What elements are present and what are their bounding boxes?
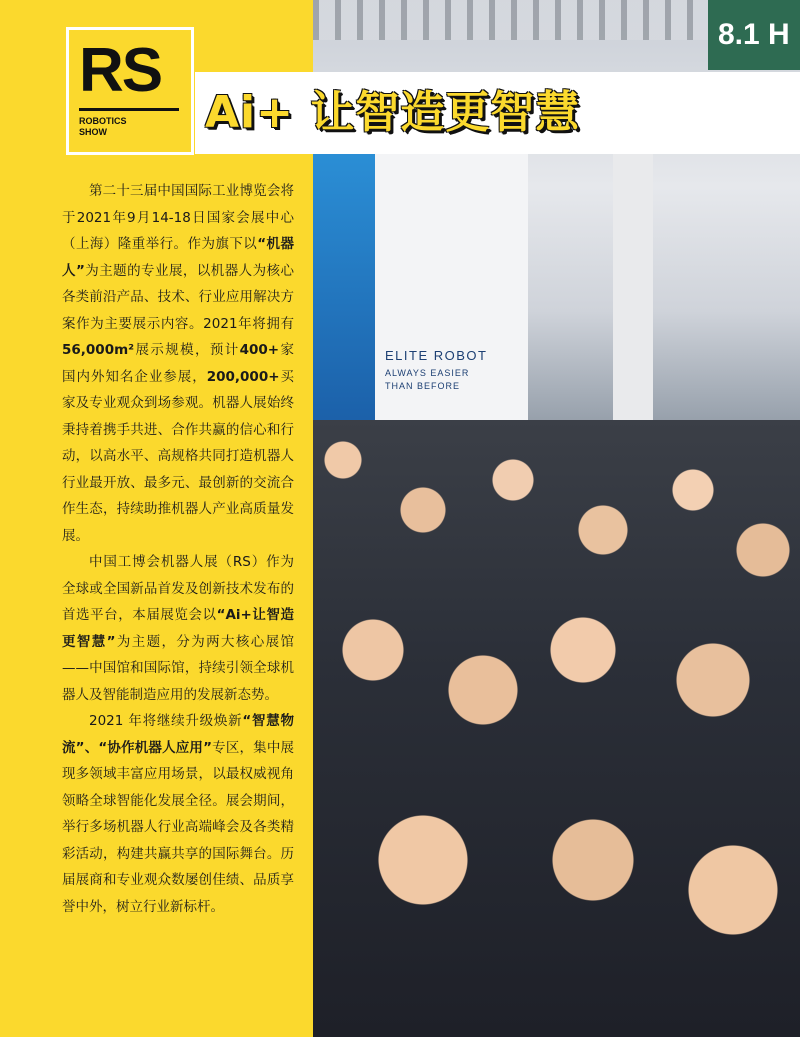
crowd-scene bbox=[313, 420, 800, 1037]
booth-tagline-1: ALWAYS EASIER bbox=[385, 368, 470, 378]
p1-bold-robot: “机器人” bbox=[62, 236, 294, 279]
p3-bold-zones: “智慧物流”、“协作机器人应用” bbox=[62, 713, 294, 756]
logo-subtitle bbox=[79, 116, 127, 138]
article-body bbox=[62, 178, 294, 920]
p2-bold-theme: “Ai+让智造更智慧” bbox=[62, 607, 294, 650]
article-paragraph-3 bbox=[62, 708, 294, 920]
p1-text-a: 第二十三届中国国际工业博览会将于2021年9月14-18日国家会展中心（上海）隆重举行。作为旗下以 bbox=[62, 183, 294, 252]
p1-bold-area: 56,000m² bbox=[62, 342, 135, 358]
booth-tagline-2: THAN BEFORE bbox=[385, 381, 461, 391]
p3-text-a: 2021 年将继续升级焕新 bbox=[89, 713, 243, 729]
p3-text-c: 专区，集中展现多领域丰富应用场景，以最权威视角领略全球智能化发展全径。展会期间，举行多场机器人行业高端峰会及各类精彩活动，构建共赢共享的国际舞台。历届展商和专业观众数屡创佳绩、品质享誉中外，树立行业新标杆。 bbox=[62, 739, 294, 915]
p1-bold-visitors: 200,000+ bbox=[206, 368, 280, 385]
p2-text-c: 为主题，分为两大核心展馆——中国馆和国际馆，持续引领全球机器人及智能制造应用的发展新态势。 bbox=[62, 633, 294, 703]
logo-rule bbox=[79, 108, 179, 111]
p1-text-c: 为主题的专业展，以机器人为核心各类前沿产品、技术、行业应用解决方案作为主要展示内容。2021年将拥有 bbox=[62, 262, 295, 332]
booth-blue-panel bbox=[313, 150, 375, 430]
p1-text-g: 家国内外知名企业参展， bbox=[62, 342, 295, 385]
p1-text-i: 买家及专业观众到场参观。机器人展始终秉持着携手共进、合作共赢的信心和行动，以高水平、高规格共同打造机器人行业最开放、最多元、最创新的交流合作生态，持续助推机器人产业高质量发展。 bbox=[62, 368, 295, 544]
p1-text-e: 展示规模，预计 bbox=[134, 342, 240, 358]
booth-title: ELITE ROBOT bbox=[385, 348, 488, 363]
p1-bold-exhibitors: 400+ bbox=[239, 342, 280, 358]
logo-subtitle-line1: ROBOTICS bbox=[79, 116, 127, 126]
logo-mark: RS bbox=[79, 36, 162, 105]
hall-sign-text: 8.1 H bbox=[718, 18, 790, 51]
exhibition-photo bbox=[313, 0, 800, 1037]
article-paragraph-1 bbox=[62, 178, 294, 549]
page-headline: Ai+ 让智造更智慧 bbox=[205, 87, 581, 138]
logo-subtitle-line2: SHOW bbox=[79, 127, 107, 137]
p2-text-a: 中国工博会机器人展（RS）作为全球或全国新品首发及创新技术发布的首选平台，本届展览会以 bbox=[62, 554, 294, 623]
article-paragraph-2 bbox=[62, 549, 294, 708]
rs-logo bbox=[66, 27, 194, 155]
